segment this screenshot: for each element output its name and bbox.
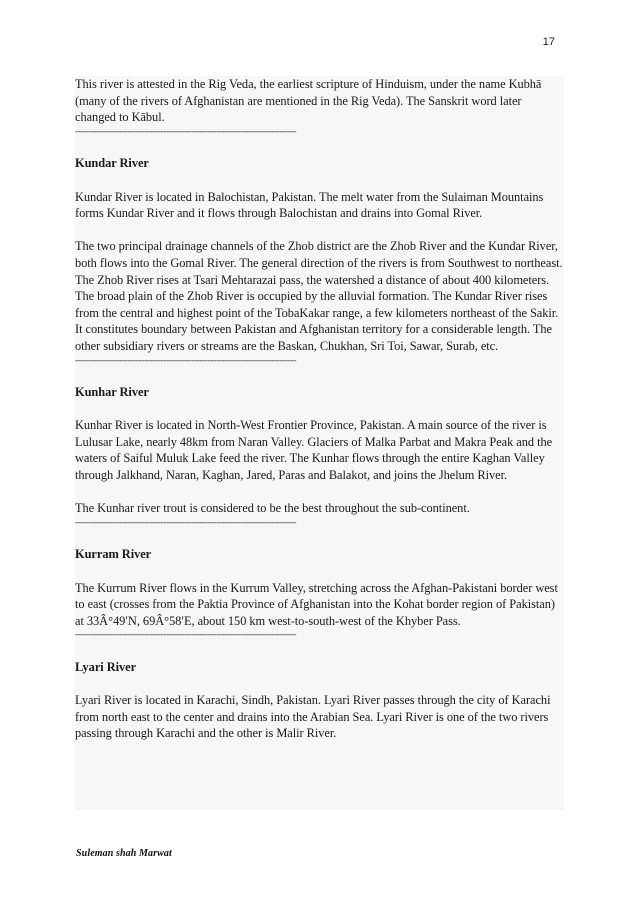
- section-heading-lyari: Lyari River: [75, 660, 137, 674]
- separator-line: --------------------------------------------------------------------------------: [75, 630, 297, 641]
- footer-author: Suleman shah Marwat: [76, 848, 172, 859]
- page-number: 17: [542, 36, 555, 48]
- intro-paragraph: This river is attested in the Rig Veda, the earliest scripture of Hinduism, under the name Kubhā (many of the rivers of Afghanistan are mentioned in the Rig Veda). The Sanskrit word later changed to Kābul.: [75, 77, 542, 125]
- page-body: [75, 76, 564, 810]
- separator-line: --------------------------------------------------------------------------------: [75, 517, 297, 528]
- kurram-paragraph-1: The Kurrum River flows in the Kurrum Valley, stretching across the Afghan-Pakistani border west to east (crosses from the Paktia Province of Afghanistan into the Kohat border region of Pakistan) at 33Â°49′N, 69Â°58′E, about 150 km west-to-south-west of the Khyber Pass.: [75, 580, 558, 628]
- kunhar-paragraph-1: Kunhar River is located in North-West Frontier Province, Pakistan. A main source of the river is Lulusar Lake, nearly 48km from Naran Valley. Glaciers of Malka Parbat and Makra Peak and the waters of Saiful Muluk Lake feed the river. The Kunhar flows through the entire Kaghan Valley through Jalkhand, Naran, Kaghan, Jared, Paras and Balakot, and joins the Jhelum River.: [75, 418, 553, 483]
- kunhar-paragraph-2: The Kunhar river trout is considered to be the best throughout the sub-continent.: [75, 501, 470, 516]
- separator-line: --------------------------------------------------------------------------------: [75, 355, 297, 366]
- separator-line: --------------------------------------------------------------------------------: [75, 126, 297, 137]
- section-heading-kunhar: Kunhar River: [75, 385, 149, 400]
- lyari-paragraph-1: Lyari River is located in Karachi, Sindh, Pakistan. Lyari River passes through the city of Karachi from north east to the center and drains into the Arabian Sea. Lyari River is one of the two rivers passing through Karachi and the other is Malir River.: [75, 693, 551, 741]
- section-heading-kurram: Kurram River: [75, 547, 152, 562]
- kundar-paragraph-2: The two principal drainage channels of the Zhob district are the Zhob River and the Kundar River, both flows into the Gomal River. The general direction of the rivers is from Southwest to northeast. The Zhob River rises at Tsari Mehtarazai pass, the watershed a distance of about 400 kilometers. The broad plain of the Zhob River is occupied by the alluvial formation. The Kundar River rises from the central and highest point of the TobaKakar range, a few kilometers northeast of the Sakir. It constitutes boundary between Pakistan and Afghanistan territory for a considerable length. The other subsidiary rivers or streams are the Baskan, Chukhan, Sri Toi, Sawar, Surab, etc.: [75, 239, 563, 353]
- kundar-paragraph-1: Kundar River is located in Balochistan, Pakistan. The melt water from the Sulaiman Mountains forms Kundar River and it flows through Balochistan and drains into Gomal River.: [75, 189, 544, 221]
- section-heading-kundar: Kundar River: [75, 156, 149, 171]
